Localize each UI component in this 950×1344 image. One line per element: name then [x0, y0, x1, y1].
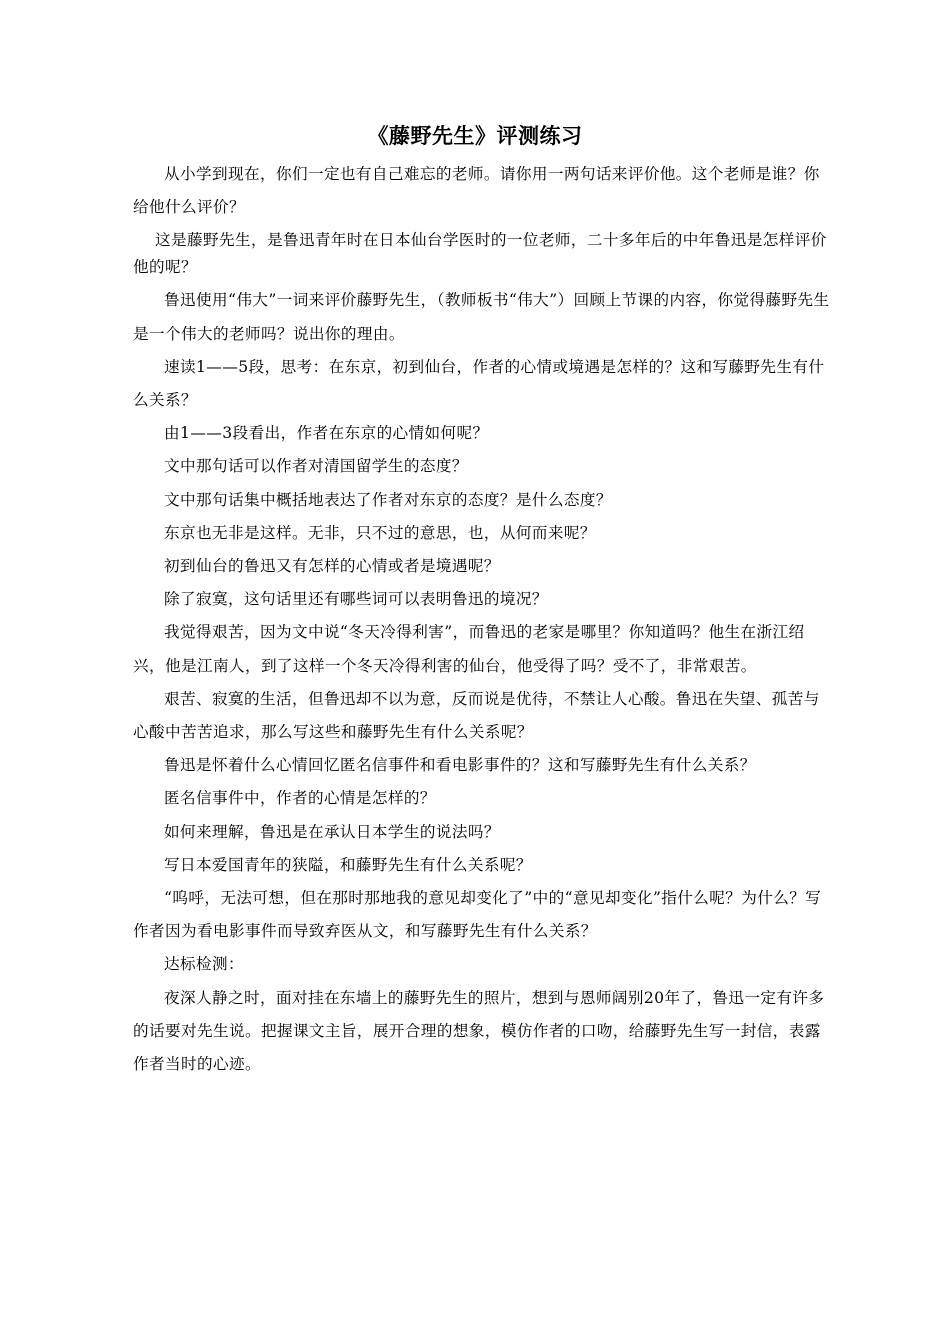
paragraph: 东京也无非是这样。无非，只不过的意思，也，从何而来呢？: [164, 523, 596, 542]
paragraph: 文中那句话可以作者对清国留学生的态度？: [164, 457, 468, 476]
paragraph: 夜深人静之时，面对挂在东墙上的藤野先生的照片，想到与恩师阔别20年了，鲁迅一定有许多的话要对先生说。把握课文主旨，展开合理的想象，模仿作者的口吻，给藤野先生写一封信，表露作者当时的心迹。: [133, 988, 825, 1074]
paragraph: 如何来理解，鲁迅是在承认日本学生的说法吗？: [164, 822, 500, 841]
paragraph: 这是藤野先生，是鲁迅青年时在日本仙台学医时的一位老师，二十多年后的中年鲁迅是怎样评价他的呢？: [133, 231, 827, 277]
paragraph: 我觉得艰苦，因为文中说“冬天冷得利害”，而鲁迅的老家是哪里？你知道吗？他生在浙江绍兴，他是江南人，到了这样一个冬天冷得利害的仙台，他受得了吗？受不了，非常艰苦。: [133, 623, 805, 675]
paragraph: 鲁迅是怀着什么心情回忆匿名信事件和看电影事件的？这和写藤野先生有什么关系？: [164, 756, 756, 775]
paragraph: 从小学到现在，你们一定也有自己难忘的老师。请你用一两句话来评价他。这个老师是谁？你给他什么评价？: [133, 165, 820, 217]
paragraph: 除了寂寞，这句话里还有哪些词可以表明鲁迅的境况？: [164, 590, 548, 609]
paragraph: 鲁迅使用“伟大”一词来评价藤野先生，（教师板书“伟大”）回顾上节课的内容，你觉得藤野先生是一个伟大的老师吗？说出你的理由。: [133, 291, 830, 343]
paragraph: 艰苦、寂寞的生活，但鲁迅却不以为意，反而说是优待，不禁让人心酸。鲁迅在失望、孤苦与心酸中苦苦追求，那么写这些和藤野先生有什么关系呢？: [133, 689, 820, 742]
paragraph: 匿名信事件中，作者的心情是怎样的？: [164, 789, 436, 808]
paragraph: 由1——3段看出，作者在东京的心情如何呢？: [164, 424, 489, 443]
paragraph: 速读1——5段，思考：在东京，初到仙台，作者的心情或境遇是怎样的？这和写藤野先生有什么关系？: [133, 357, 825, 410]
paragraph: “呜呼，无法可想，但在那时那地我的意见却变化了”中的“意见却变化”指什么呢？为什么？写作者因为看电影事件而导致弃医从文，和写藤野先生有什么关系？: [133, 889, 822, 941]
document-body: [133, 158, 833, 1081]
paragraph: 初到仙台的鲁迅又有怎样的心情或者是境遇呢？: [164, 557, 500, 576]
paragraph: 写日本爱国青年的狭隘，和藤野先生有什么关系呢？: [164, 855, 532, 874]
document-title: 《藤野先生》评测练习: [367, 124, 583, 148]
paragraph: 文中那句话集中概括地表达了作者对东京的态度？是什么态度？: [164, 490, 612, 509]
paragraph: 达标检测：: [164, 955, 244, 974]
